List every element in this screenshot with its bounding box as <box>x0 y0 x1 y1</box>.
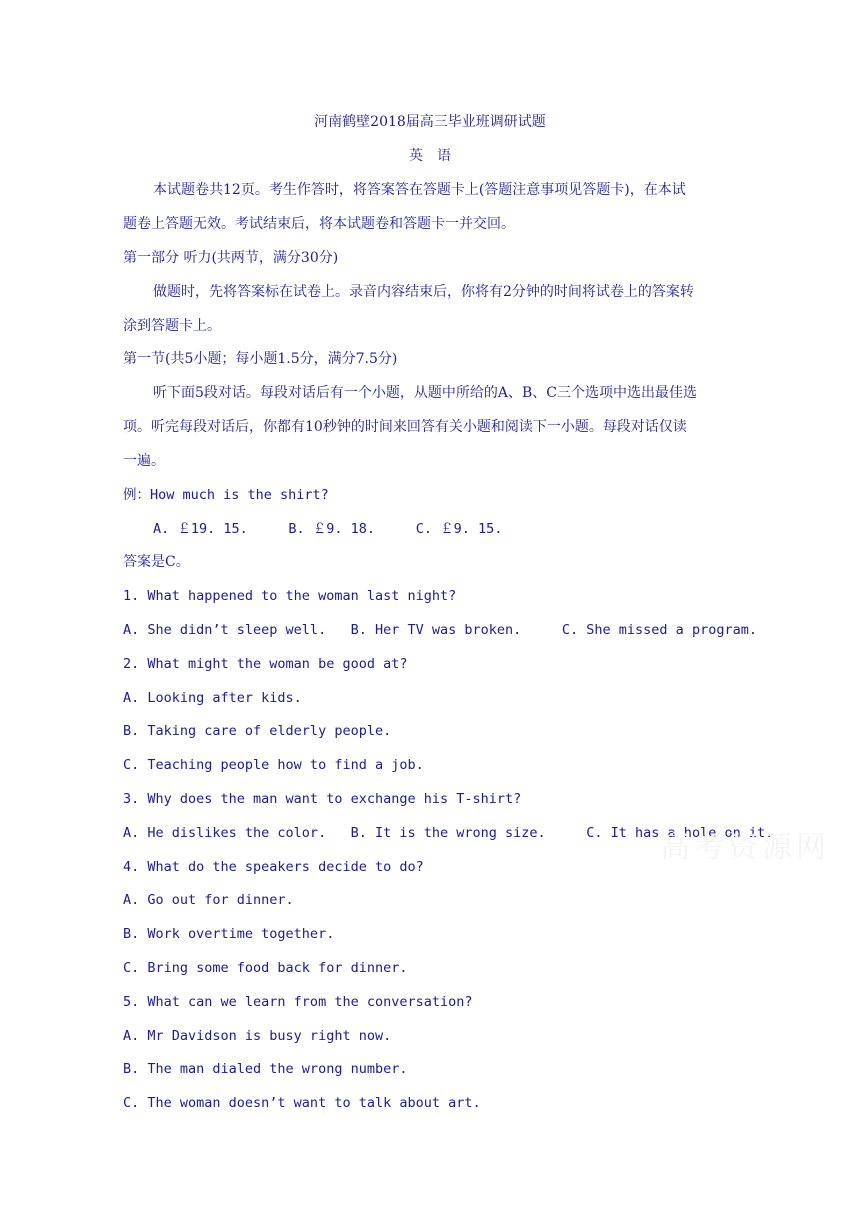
watermark: 高考资源网 <box>660 830 830 865</box>
question-2: 2. What might the woman be good at? <box>123 656 408 672</box>
question-3: 3. Why does the man want to exchange his T-shirt? <box>123 791 522 807</box>
section1-desc-line-2: 项。听完每段对话后，你都有10秒钟的时间来回答有关小题和阅读下一小题。每段对话仅读 <box>123 419 687 435</box>
question-2-option-b: B. Taking care of elderly people. <box>123 723 392 739</box>
question-5-option-a: A. Mr Davidson is busy right now. <box>123 1028 392 1044</box>
example-question: 例：How much is the shirt? <box>123 487 329 503</box>
question-2-option-c: C. Teaching people how to find a job. <box>123 757 424 773</box>
section1-desc-line-1: 听下面5段对话。每段对话后有一个小题，从题中所给的A、B、C三个选项中选出最佳选 <box>153 385 698 401</box>
section1-desc-line-3: 一遍。 <box>123 453 165 469</box>
example-options: A. ￡19. 15. B. ￡9. 18. C. ￡9. 15. <box>153 521 503 537</box>
subject-title: 英 语 <box>409 148 451 164</box>
example-answer: 答案是C。 <box>123 554 190 570</box>
section1-heading: 第一节(共5小题；每小题1.5分，满分7.5分) <box>123 351 398 367</box>
question-5-option-b: B. The man dialed the wrong number. <box>123 1061 408 1077</box>
question-4-option-c: C. Bring some food back for dinner. <box>123 960 408 976</box>
question-2-option-a: A. Looking after kids. <box>123 690 302 706</box>
part1-note-line-1: 做题时，先将答案标在试卷上。录音内容结束后，你将有2分钟的时间将试卷上的答案转 <box>153 284 694 300</box>
question-4: 4. What do the speakers decide to do? <box>123 859 424 875</box>
instructions-line-2: 题卷上答题无效。考试结束后，将本试题卷和答题卡一并交回。 <box>123 216 515 232</box>
question-4-option-b: B. Work overtime together. <box>123 926 335 942</box>
question-4-option-a: A. Go out for dinner. <box>123 892 294 908</box>
instructions-line-1: 本试题卷共12页。考生作答时，将答案答在答题卡上(答题注意事项见答题卡)，在本试 <box>153 182 686 198</box>
question-1-options: A. She didn’t sleep well. B. Her TV was broken. C. She missed a program. <box>123 622 757 638</box>
part1-heading: 第一部分 听力(共两节，满分30分) <box>123 250 339 266</box>
part1-note-line-2: 涂到答题卡上。 <box>123 318 221 334</box>
question-5: 5. What can we learn from the conversation? <box>123 994 473 1010</box>
question-5-option-c: C. The woman doesn’t want to talk about art. <box>123 1095 481 1111</box>
question-1: 1. What happened to the woman last night? <box>123 588 457 604</box>
question-3-options: A. He dislikes the color. B. It is the wrong size. C. It has a hole on it. <box>123 825 774 841</box>
exam-title: 河南鹤壁2018届高三毕业班调研试题 <box>314 114 546 130</box>
